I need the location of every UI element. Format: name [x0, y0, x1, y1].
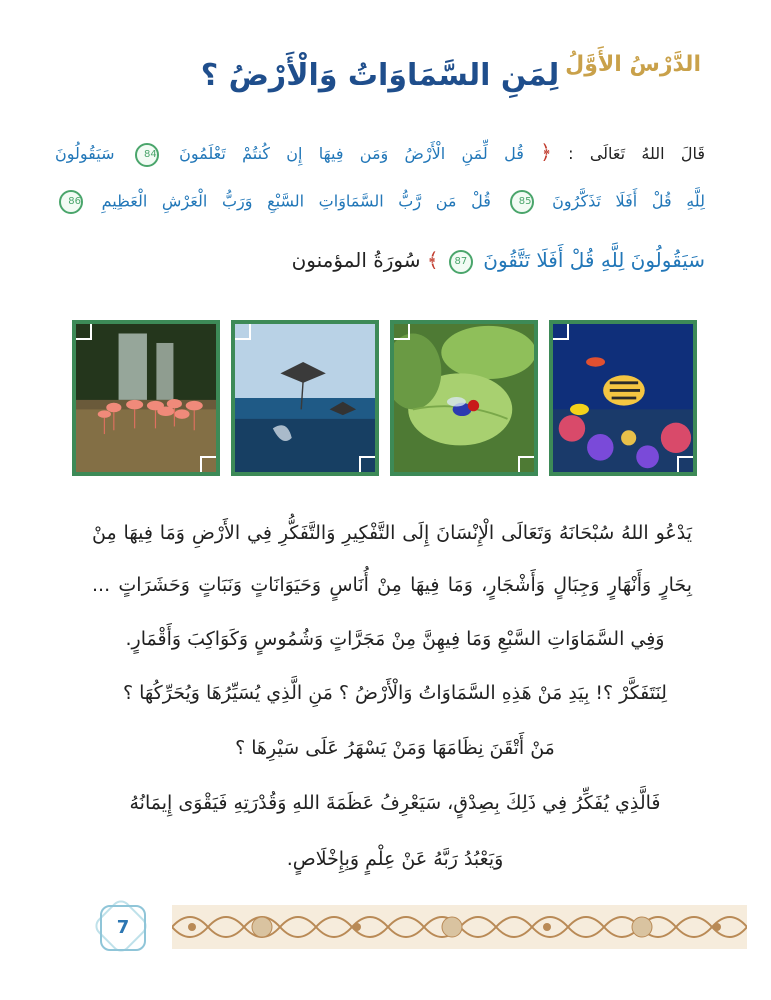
ayah-number-87: 87: [449, 250, 473, 274]
photo-flamingos: [72, 320, 220, 476]
ornate-bracket-close-icon: ﴾: [426, 248, 439, 272]
photo-row: [72, 320, 697, 476]
body-line-5: مَنْ أَتْقَنَ نِظَامَهَا وَمَنْ يَسْهَرُ عَلَى سَيْرِهَا ؟: [235, 737, 555, 759]
verse-text: قُل لِّمَنِ الْأَرْضُ وَمَن فِيهَا إِن كُنتُمْ تَعْلَمُونَ: [179, 144, 524, 163]
body-line-4: لِنَتَفَكَّرْ ؟! بِيَدِ مَنْ هَذِهِ السَّمَاوَاتُ وَالْأَرْضُ ؟ مَنِ الَّذِي يُسَيِّرُهَا وَيُحَرِّكُهَا ؟: [123, 682, 667, 704]
page-number: 7: [100, 905, 146, 951]
ornate-bracket-open-icon: ﴿: [540, 140, 552, 164]
body-line-3: وَفِي السَّمَاوَاتِ السَّبْعِ وَمَا فِيهِنَّ مِنْ مَجَرَّاتٍ وَشُمُوسٍ وَكَوَاكِبَ وَأَقْمَارٍ.: [125, 628, 665, 650]
body-line-7: وَيَعْبُدُ رَبَّهُ عَنْ عِلْمٍ وَبِإِخْلَاصٍ.: [286, 848, 504, 870]
verse-line-1: [55, 140, 705, 184]
verse-text: سَيَقُولُونَ: [55, 144, 115, 163]
body-line-1: يَدْعُو اللهُ سُبْحَانَهُ وَتَعَالَى الْإِنْسَانَ إِلَى التَّفْكِيرِ وَالتَّفَكُّرِ فِي الأَرْضِ وَمَا فِيهَا مِنْ: [92, 522, 692, 544]
photo-coral-reef: [549, 320, 697, 476]
verse-line-2: [55, 190, 705, 234]
photo-fly-on-leaf: [390, 320, 538, 476]
verse-text: قُلْ مَن رَّبُّ السَّمَاوَاتِ السَّبْعِ وَرَبُّ الْعَرْشِ الْعَظِيمِ: [101, 191, 491, 211]
body-line-2: بِحَارٍ وَأَنْهَارٍ وَجِبَالٍ وَأَشْجَارٍ، وَمَا فِيهَا مِنْ أُنَاسٍ وَحَيَوَانَاتٍ وَنَبَاتٍ وَحَشَرَاتٍ ...: [92, 574, 692, 596]
ayah-number-85: 85: [510, 190, 534, 214]
lesson-label: الدَّرْسُ الأَوَّلُ: [565, 52, 701, 77]
ayah-number-86: 86: [59, 190, 83, 214]
page-title: لِمَنِ السَّمَاوَاتُ وَالْأَرْضُ ؟: [200, 58, 560, 93]
verse-intro: قَالَ اللهُ تَعَالَى :: [568, 144, 706, 163]
verse-line-3: [292, 238, 705, 282]
verse-text: لِلَّهِ قُلْ أَفَلَا تَذَكَّرُونَ: [552, 191, 705, 211]
ayah-number-84: 84: [135, 143, 159, 167]
verse-text: سَيَقُولُونَ لِلَّهِ قُلْ أَفَلَا تَتَّقُونَ: [483, 248, 705, 272]
surah-name: سُورَةُ المؤمنون: [291, 248, 421, 272]
body-line-6: فَالَّذِي يُفَكِّرُ فِي ذَلِكَ بِصِدْقٍ، سَيَعْرِفُ عَظَمَةَ اللهِ وَقُدْرَتِهِ فَيَقْوَى إِيمَانُهُ: [129, 792, 661, 814]
ornament-band-icon: [172, 905, 747, 949]
photo-manta-rays: [231, 320, 379, 476]
